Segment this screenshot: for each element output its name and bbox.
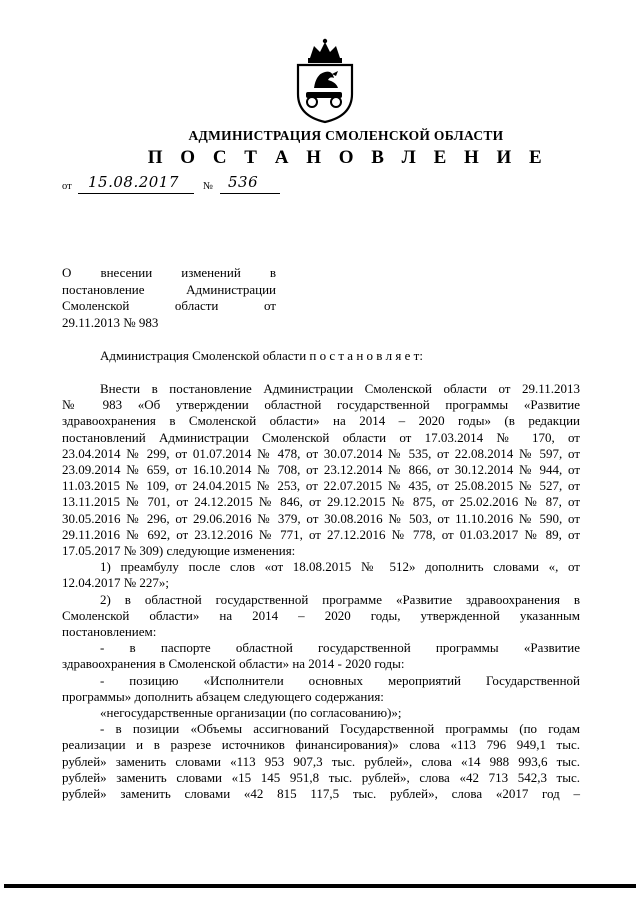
body-line: 11.03.2015 № 109, от 24.04.2015 № 253, от 22.07.2015 № 435, от 25.08.2015 № 527, от	[62, 478, 580, 494]
number-underline	[220, 193, 280, 194]
date-underline	[78, 193, 194, 194]
number-value: 536	[228, 173, 259, 191]
body-line: постановлений Администрации Смоленской области от 17.03.2014 № 170, от	[62, 429, 580, 445]
document-subject	[62, 265, 276, 331]
body-line: 30.05.2016 № 296, от 29.06.2016 № 379, от 30.08.2016 № 503, от 11.10.2016 № 590, от	[62, 510, 580, 526]
body-line: 23.09.2014 № 659, от 16.10.2014 № 708, от 23.12.2014 № 866, от 30.12.2014 № 944, от	[62, 462, 580, 478]
body-line: рублей» заменить словами «15 145 951,8 тыс. рублей», слова «42 713 542,3 тыс.	[62, 769, 580, 785]
body-line: 2) в областной государственной программе «Развитие здравоохранения в	[100, 591, 580, 607]
body-line: - позицию «Исполнители основных мероприятий Государственной	[100, 672, 580, 688]
body-line: здравоохранения в Смоленской области» на 2014 – 2020 годы» (в редакции	[62, 413, 580, 429]
body-line: программы» дополнить абзацем следующего содержания:	[62, 688, 384, 704]
body-line: Внести в постановление Администрации Смоленской области от 29.11.2013	[100, 381, 580, 396]
body-line: 17.05.2017 № 309) следующие изменения:	[62, 543, 296, 559]
body-line: 1) преамбулу после слов «от 18.08.2015 № 512» дополнить словами «, от	[100, 559, 580, 575]
date-number-line	[62, 175, 322, 195]
subject-line: 29.11.2013 № 983	[62, 314, 159, 330]
bottom-rule	[4, 884, 636, 888]
organization-name: АДМИНИСТРАЦИЯ СМОЛЕНСКОЙ ОБЛАСТИ	[188, 128, 504, 143]
body-line: Смоленской области» на 2014 – 2020 годы, утвержденной указанным	[62, 607, 580, 623]
number-prefix: №	[203, 181, 214, 192]
body-line: рублей» заменить словами «42 815 117,5 тыс. рублей», слова «2017 год –	[62, 786, 580, 802]
body-line: 12.04.2017 № 227»;	[62, 575, 170, 591]
subject-line: постановление Администрации	[62, 281, 276, 297]
preamble: Администрация Смоленской области п о с т а н о в л я е т:	[100, 348, 423, 363]
body-line: здравоохранения в Смоленской области» на 2014 - 2020 годы:	[62, 656, 405, 672]
body-line: - в паспорте областной государственной программы «Развитие	[100, 640, 580, 656]
body-line: 23.04.2014 № 299, от 01.07.2014 № 478, от 30.07.2014 № 535, от 22.08.2014 № 597, от	[62, 445, 580, 461]
body-line: постановлением:	[62, 624, 157, 640]
coat-of-arms-icon	[292, 38, 358, 124]
date-value: 15.08.2017	[88, 173, 179, 191]
body-line: № 983 «Об утверждении областной государственной программы «Развитие	[62, 397, 580, 413]
body-line: рублей» заменить словами «113 953 907,3 тыс. рублей», слова «14 988 993,6 тыс.	[62, 753, 580, 769]
body-line: «негосударственные организации (по согласованию)»;	[100, 705, 402, 721]
body-line: 13.11.2015 № 701, от 24.12.2015 № 846, от 29.12.2015 № 875, от 25.02.2016 № 87, от	[62, 494, 580, 510]
subject-line: О внесении изменений в	[62, 265, 276, 280]
body-line: реализации и в разрезе источников финансирования)» слова «113 796 949,1 тыс.	[62, 737, 580, 753]
body-line: - в позиции «Объемы ассигнований Государственной программы (по годам	[100, 721, 580, 737]
document-type-title: П О С Т А Н О В Л Е Н И Е	[147, 147, 549, 168]
body-line: 29.11.2016 № 692, от 23.12.2016 № 771, от 27.12.2016 № 778, от 01.03.2017 № 89, от	[62, 526, 580, 542]
date-prefix: от	[62, 181, 72, 192]
document-body	[62, 381, 580, 802]
subject-line: Смоленской области от	[62, 298, 276, 313]
